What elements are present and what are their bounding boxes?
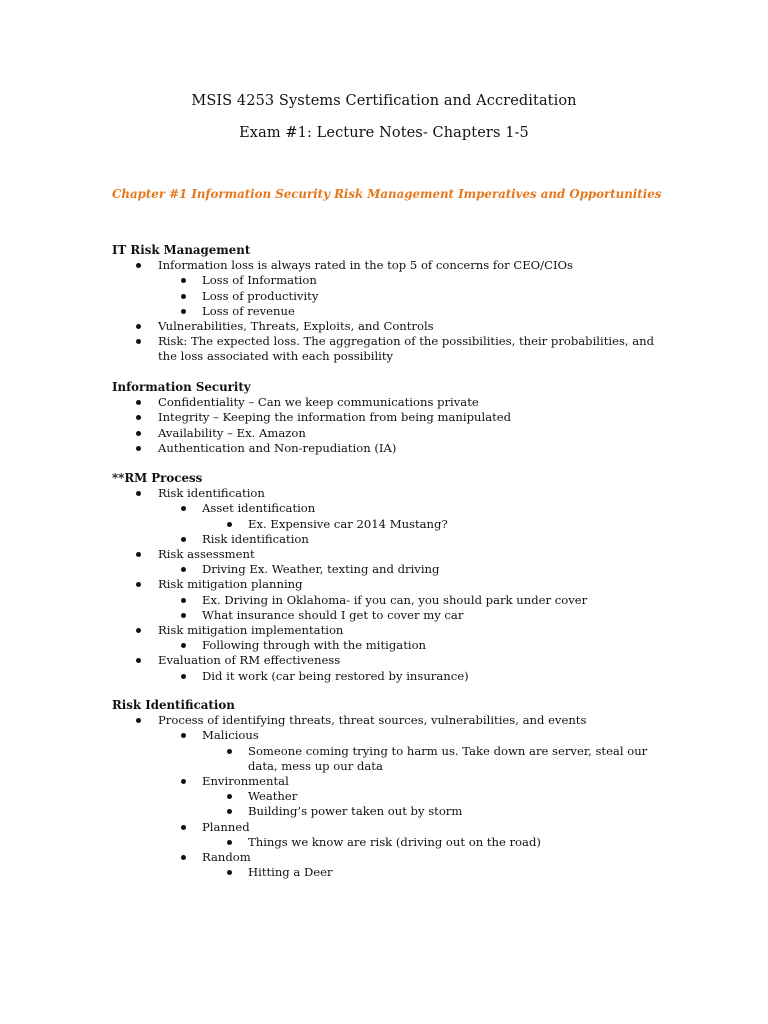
bullet-list	[112, 486, 587, 684]
list-item: Risk: The expected loss. The aggregation of the possibilities, their probabilities, and the loss associated with each possibility	[112, 334, 658, 364]
section-heading: **RM Process	[112, 471, 203, 485]
bullet-list	[112, 258, 658, 364]
list-item: Process of identifying threats, threat sources, vulnerabilities, and events	[112, 713, 648, 728]
section-rm-process	[112, 471, 587, 684]
list-item: Ex. Expensive car 2014 Mustang?	[112, 517, 587, 532]
list-item: Integrity – Keeping the information from being manipulated	[112, 410, 511, 425]
list-item: Did it work (car being restored by insurance)	[112, 669, 587, 684]
chapter-heading: Chapter #1 Information Security Risk Management Imperatives and Opportunities	[112, 187, 662, 201]
list-item: Hitting a Deer	[112, 865, 648, 880]
list-item: Weather	[112, 789, 648, 804]
document-subtitle: Exam #1: Lecture Notes- Chapters 1-5	[239, 125, 529, 141]
list-item: Random	[112, 850, 648, 865]
list-item: Planned	[112, 820, 648, 835]
list-item: Information loss is always rated in the top 5 of concerns for CEO/CIOs	[112, 258, 658, 273]
section-heading: Information Security	[112, 380, 251, 394]
list-item: Evaluation of RM effectiveness	[112, 653, 587, 668]
bullet-list	[112, 713, 648, 880]
section-heading: IT Risk Management	[112, 243, 251, 257]
list-item: Vulnerabilities, Threats, Exploits, and Controls	[112, 319, 658, 334]
list-item: Someone coming trying to harm us. Take down are server, steal our data, mess up our data	[112, 744, 648, 774]
section-it-risk-management	[112, 243, 658, 365]
list-item: Loss of productivity	[112, 289, 658, 304]
list-item: Things we know are risk (driving out on the road)	[112, 835, 648, 850]
list-item: Availability – Ex. Amazon	[112, 426, 511, 441]
list-item: Building’s power taken out by storm	[112, 804, 648, 819]
list-item: Risk mitigation implementation	[112, 623, 587, 638]
list-item: Risk identification	[112, 532, 587, 547]
list-item: Risk assessment	[112, 547, 587, 562]
section-information-security	[112, 380, 511, 456]
list-item: What insurance should I get to cover my car	[112, 608, 587, 623]
list-item: Malicious	[112, 728, 648, 743]
list-item: Asset identification	[112, 501, 587, 516]
list-item: Loss of Information	[112, 273, 658, 288]
list-item: Driving Ex. Weather, texting and driving	[112, 562, 587, 577]
list-item: Environmental	[112, 774, 648, 789]
list-item: Following through with the mitigation	[112, 638, 587, 653]
bullet-list	[112, 395, 511, 456]
list-item: Confidentiality – Can we keep communications private	[112, 395, 511, 410]
list-item: Risk mitigation planning	[112, 577, 587, 592]
document-title: MSIS 4253 Systems Certification and Accreditation	[191, 93, 577, 109]
list-item: Risk identification	[112, 486, 587, 501]
section-risk-identification	[112, 698, 648, 880]
list-item: Loss of revenue	[112, 304, 658, 319]
section-heading: Risk Identification	[112, 698, 235, 712]
list-item: Ex. Driving in Oklahoma- if you can, you should park under cover	[112, 593, 587, 608]
list-item: Authentication and Non-repudiation (IA)	[112, 441, 511, 456]
